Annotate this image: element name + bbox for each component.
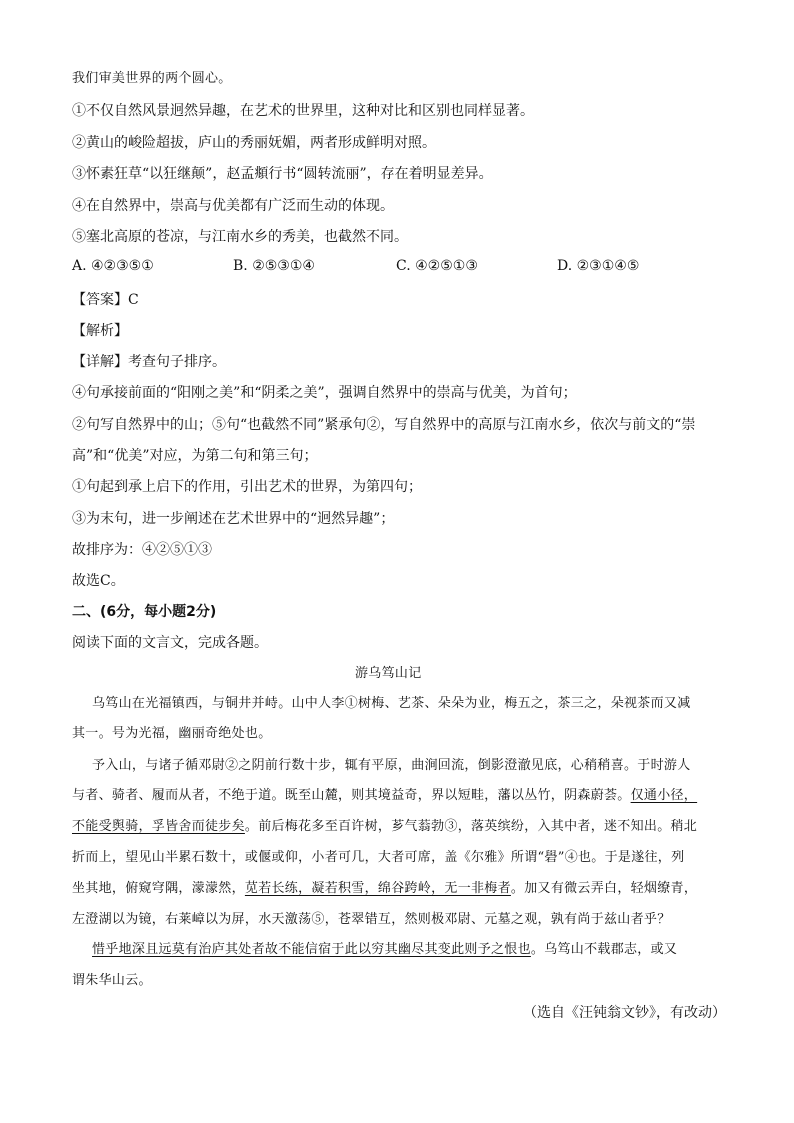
passage-p1-line2: 其一。号为光福，幽丽奇绝处也。 (72, 726, 272, 741)
statement-2: ②黄山的峻险超拔，庐山的秀丽妩媚，两者形成鲜明对照。 (72, 135, 436, 151)
passage-p2-line6: 左澄湖以为镜，右莱嶂以为屏，水天激荡⑤，苍翠错互，然则极邓尉、元墓之观，孰有尚于兹山者乎？ (72, 912, 671, 927)
passage-p2-line5-a: 坐其地，俯窥穹隅，濛濛然， (72, 881, 245, 896)
option-d: D. ②③①④⑤ (557, 258, 640, 274)
passage-p2-line3-rest: 。前后梅花多至百许树，芗气蓊勃③，落英缤纷，入其中者，迷不知出。稍北 (244, 819, 698, 834)
passage-p2-line5 (72, 880, 697, 898)
passage-p3-line1-rest: 。乌笃山不载郡志，或又 (530, 942, 678, 957)
option-b: B. ②⑤③①④ (233, 258, 315, 274)
statement-5: ⑤塞北高原的苍凉，与江南水乡的秀美，也截然不同。 (72, 229, 408, 245)
detail-line-5: ①句起到承上启下的作用，引出艺术的世界，为第四句； (72, 479, 422, 495)
statement-3: ③怀素狂草“以狂继颠”，赵孟頫行书“圆转流丽”，存在着明显差异。 (72, 166, 493, 182)
passage-p3-line1 (92, 941, 677, 959)
detail-line-1: 【详解】考查句子排序。 (72, 354, 226, 370)
detail-line-4: 高”和“优美”对应，为第二句和第三句； (72, 448, 318, 464)
underlined-sentence-3: 惜乎地深且远莫有治庐其处者故不能信宿于此以穷其幽尽其变此则予之恨也 (92, 942, 531, 957)
option-a: A. ④②③⑤① (72, 258, 154, 274)
underlined-sentence-2: 苋若长练，凝若积雪，绵谷跨岭，无一非梅者 (244, 881, 511, 896)
section-2-heading: 二、(6分，每小题2分) (72, 604, 217, 620)
detail-line-3: ②句写自然界中的山；⑤句“也截然不同”紧承句②，写自然界中的高原与江南水乡，依次与前文的“崇 (72, 417, 696, 433)
passage-p3-line2: 谓朱华山云。 (72, 973, 152, 988)
statement-1: ①不仅自然风景迥然异趣，在艺术的世界里，这种对比和区别也同样显著。 (72, 103, 534, 119)
passage-title: 游乌笃山记 (355, 666, 422, 681)
detail-line-6: ③为末句，进一步阐述在艺术世界中的“迥然异趣”； (72, 511, 395, 527)
detail-line-2: ④句承接前面的“阳刚之美”和“阴柔之美”，强调自然界中的崇高与优美，为首句； (72, 385, 577, 401)
statement-4: ④在自然界中，崇高与优美都有广泛而生动的体现。 (72, 198, 394, 214)
underlined-sentence-1b: 不能受舆骑，孚皆舍而徒步矣 (72, 819, 245, 834)
option-c: C. ④②⑤①③ (396, 258, 478, 274)
underlined-sentence-1a: 仅通小径， (630, 788, 698, 803)
answer-label: 【答案】C (72, 292, 139, 308)
detail-line-7: 故排序为：④②⑤①③ (72, 542, 212, 558)
passage-p1-line1: 乌笃山在光福镇西，与铜井并峙。山中人李①树梅、艺茶、朵朵为业，梅五之，茶三之，朵视茶而又减 (92, 696, 691, 711)
section-2-instruction: 阅读下面的文言文，完成各题。 (72, 635, 268, 651)
passage-p2-line2 (72, 787, 697, 805)
passage-p2-line2-text: 与者、骑者、履而从者，不绝于道。既至山麓，则其境益奇，界以短畦，藩以丛竹，阴森蔚荟。 (72, 788, 631, 803)
passage-p2-line5-b: 。加又有微云弄白，轻烟缭青， (510, 881, 698, 896)
passage-source: （选自《汪钝翁文钞》，有改动） (523, 1005, 726, 1021)
passage-p2-line3 (72, 818, 697, 836)
passage-p2-line4: 折而上，望见山半累石数十，或偃或仰，小者可几，大者可席，盖《尔雅》所谓“礐”④也。于是遂往，列 (72, 850, 685, 865)
detail-line-8: 故选C。 (72, 573, 125, 589)
passage-p2-line1: 予入山，与诸子循邓尉②之阴前行数十步，辄有平原，曲涧回流，倒影澄澈见底，心稍稍喜。于时游人 (92, 758, 691, 773)
analysis-label: 【解析】 (72, 323, 128, 339)
intro-line: 我们审美世界的两个圆心。 (72, 71, 232, 86)
